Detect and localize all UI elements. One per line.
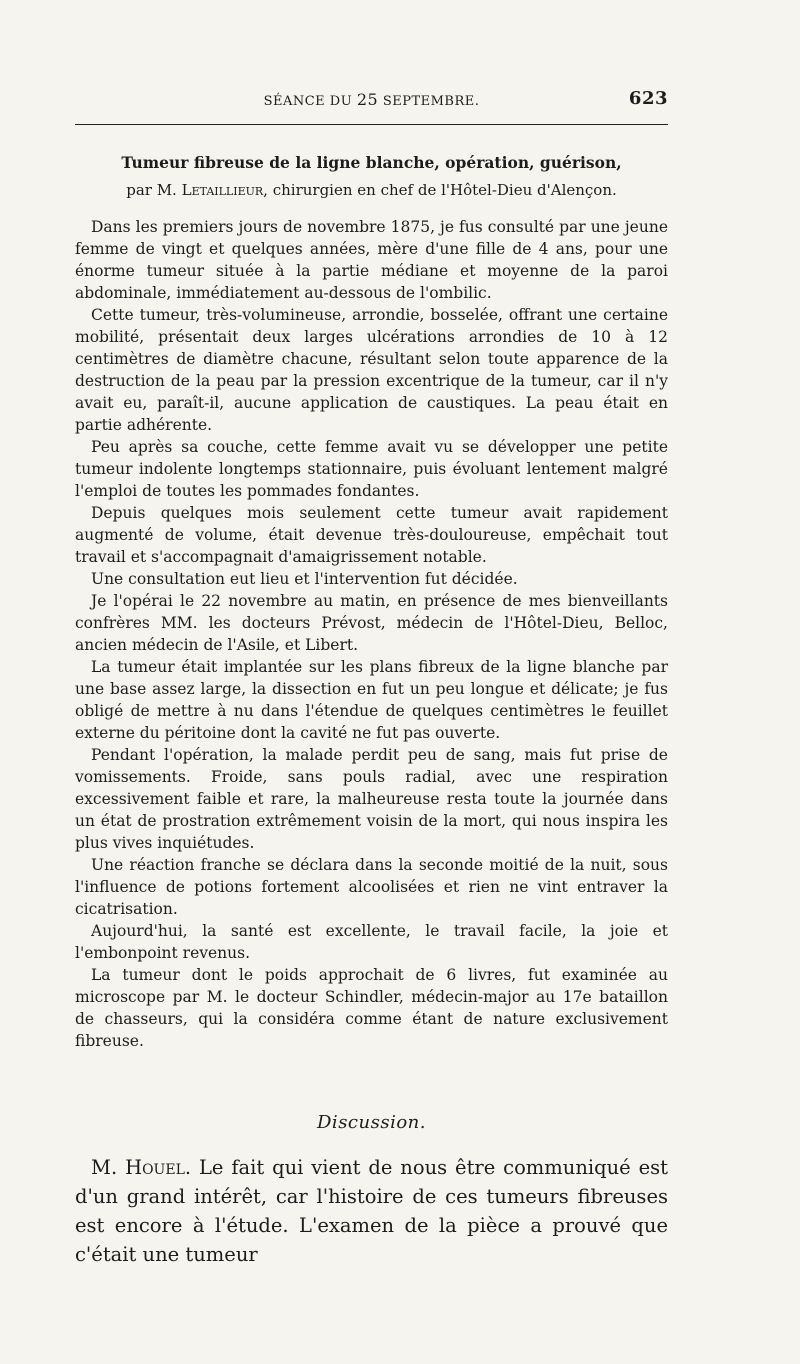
paragraph: La tumeur était implantée sur les plans fibreux de la ligne blanche par une base assez large, la dissection en fut un peu longue et délicate; je fus obligé de mettre à nu dans l'étendue de quelques centimètres le feuillet externe du péritoine dont la cavité ne fut pas ouverte. <box>75 658 668 742</box>
article-byline <box>75 179 668 201</box>
article-title: Tumeur fibreuse de la ligne blanche, opération, guérison, <box>121 153 622 172</box>
running-title-day: 25 <box>356 90 379 109</box>
running-header <box>75 88 668 110</box>
paragraph: Depuis quelques mois seulement cette tumeur avait rapidement augmenté de volume, était devenue très-douloureuse, empêchait tout travail et s'accompagnait d'amaigrissement notable. <box>75 504 668 566</box>
paragraph: La tumeur dont le poids approchait de 6 livres, fut examinée au microscope par M. le docteur Schindler, médecin-major au 17e bataillon de chasseurs, qui la considéra comme étant de nature exclusivement fibreuse. <box>75 966 668 1050</box>
paragraph: Aujourd'hui, la santé est excellente, le travail facile, la joie et l'embonpoint revenus. <box>75 922 668 962</box>
discussion-heading: Discussion. <box>317 1112 426 1133</box>
author-name: Letaillieur <box>181 181 264 199</box>
byline-suffix: , chirurgien en chef de l'Hôtel-Dieu d'Alençon. <box>263 181 617 199</box>
article-body <box>75 216 668 1052</box>
paragraph: Je l'opérai le 22 novembre au matin, en présence de mes bienveillants confrères MM. les docteurs Prévost, médecin de l'Hôtel-Dieu, Belloc, ancien médecin de l'Asile, et Libert. <box>75 592 668 654</box>
header-rule <box>75 124 668 125</box>
page-number: 623 <box>628 88 668 109</box>
paragraph: Peu après sa couche, cette femme avait vu se développer une petite tumeur indolente longtemps stationnaire, puis évoluant lentement malgré l'emploi de toutes les pommades fondantes. <box>75 438 668 500</box>
paragraph: Une consultation eut lieu et l'intervention fut décidée. <box>91 570 518 588</box>
paragraph: Cette tumeur, très-volumineuse, arrondie, bosselée, offrant une certaine mobilité, présentait deux larges ulcérations arrondies de 10 à 12 centimètres de diamètre chacune, résultant selon toute apparence de la destruction de la peau par la pression excentrique de la tumeur, car il n'y avait eu, paraît-il, aucune application de caustiques. La peau était en partie adhérente. <box>75 306 668 434</box>
paragraph: Dans les premiers jours de novembre 1875, je fus consulté par une jeune femme de vingt et quelques années, mère d'une fille de 4 ans, pour une énorme tumeur située à la partie médiane et moyenne de la paroi abdominale, immédiatement au-dessous de l'ombilic. <box>75 218 668 302</box>
discussion-body <box>75 1153 668 1269</box>
paragraph: Une réaction franche se déclara dans la seconde moitié de la nuit, sous l'influence de potions fortement alcoolisées et rien ne vint entraver la cicatrisation. <box>75 856 668 918</box>
speaker-name: Houel <box>125 1156 185 1179</box>
discussion-text: . Le fait qui vient de nous être communiqué est d'un grand intérêt, car l'histoire de ces tumeurs fibreuses est encore à l'étude. L'examen de la pièce a prouvé que c'était une tumeur <box>75 1156 668 1266</box>
running-title-pre: SÉANCE DU <box>263 94 357 109</box>
discussion-paragraph <box>75 1153 668 1269</box>
running-title <box>75 90 668 109</box>
byline-prefix: par M. <box>126 181 182 199</box>
running-title-post: SEPTEMBRE. <box>378 94 480 109</box>
paragraph: Pendant l'opération, la malade perdit peu de sang, mais fut prise de vomissements. Froide, sans pouls radial, avec une respiration excessivement faible et rare, la malheureuse resta toute la journée dans un état de prostration extrêmement voisin de la mort, qui nous inspira les plus vives inquiétudes. <box>75 746 668 852</box>
speaker-prefix: M. <box>91 1156 126 1179</box>
